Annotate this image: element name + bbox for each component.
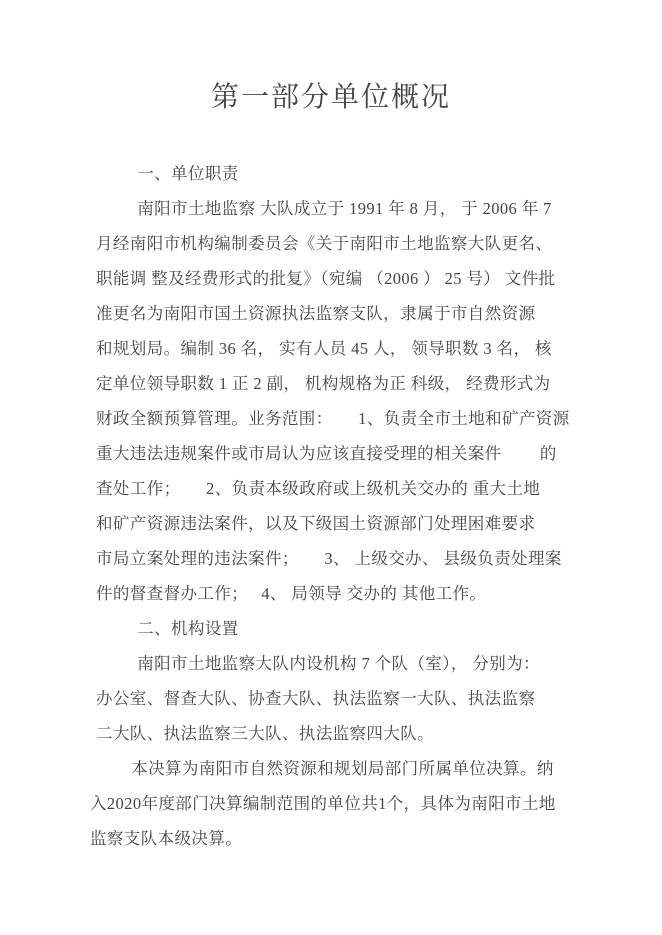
body-line: 和矿产资源违法案件，以及下级国土资源部门处理困难要求 <box>96 514 536 533</box>
body-line: 准更名为南阳市国土资源执法监察支队，隶属于市自然资源 <box>96 304 536 323</box>
body-line: 月经南阳市机构编制委员会《关于南阳市土地监察大队更名、 <box>96 234 553 253</box>
document-body <box>0 120 662 856</box>
body-line: 财政全额预算管理。业务范围： 1、负责全市土地和矿产资源 <box>96 409 570 428</box>
body-line: 查处工作； 2、负责本级政府或上级机关交办的 重大土地 <box>96 479 541 498</box>
body-line: 二大队、执法监察三大队、执法监察四大队。 <box>96 724 434 743</box>
body-line: 市局立案处理的违法案件； 3、 上级交办、 县级负责处理案 <box>96 549 562 568</box>
body-line: 办公室、督查大队、协查大队、执法监察一大队、执法监察 <box>96 689 536 708</box>
section-2-heading: 二、机构设置 <box>137 619 239 638</box>
body-line: 重大违法违规案件或市局认为应该直接受理的相关案件 的 <box>96 444 557 463</box>
body-line: 件的督查督办工作； 4、 局领导 交办的 其他工作。 <box>96 584 487 603</box>
body-line: 监察支队本级决算。 <box>90 829 243 848</box>
body-line: 南阳市土地监察 大队成立于 1991 年 8 月， 于 2006 年 7 <box>137 199 552 218</box>
body-line: 职能调 整及经费形式的批复》（宛编 （2006 ） 25 号） 文件批 <box>96 269 556 288</box>
body-line: 南阳市土地监察大队内设机构 7 个队（室）， 分别为： <box>137 654 540 673</box>
section-1-heading: 一、单位职责 <box>137 164 239 183</box>
body-line: 入2020年度部门决算编制范围的单位共1个，具体为南阳市土地 <box>90 794 556 813</box>
closing-paragraph <box>90 751 572 856</box>
body-line: 本决算为南阳市自然资源和规划局部门所属单位决算。纳 <box>131 759 554 778</box>
body-line: 定单位领导职数 1 正 2 副， 机构规格为正 科级， 经费形式为 <box>96 374 551 393</box>
document-title: 第一部分单位概况 <box>210 82 451 113</box>
body-line: 和规划局。编制 36 名， 实有人员 45 人， 领导职数 3 名， 核 <box>96 339 552 358</box>
